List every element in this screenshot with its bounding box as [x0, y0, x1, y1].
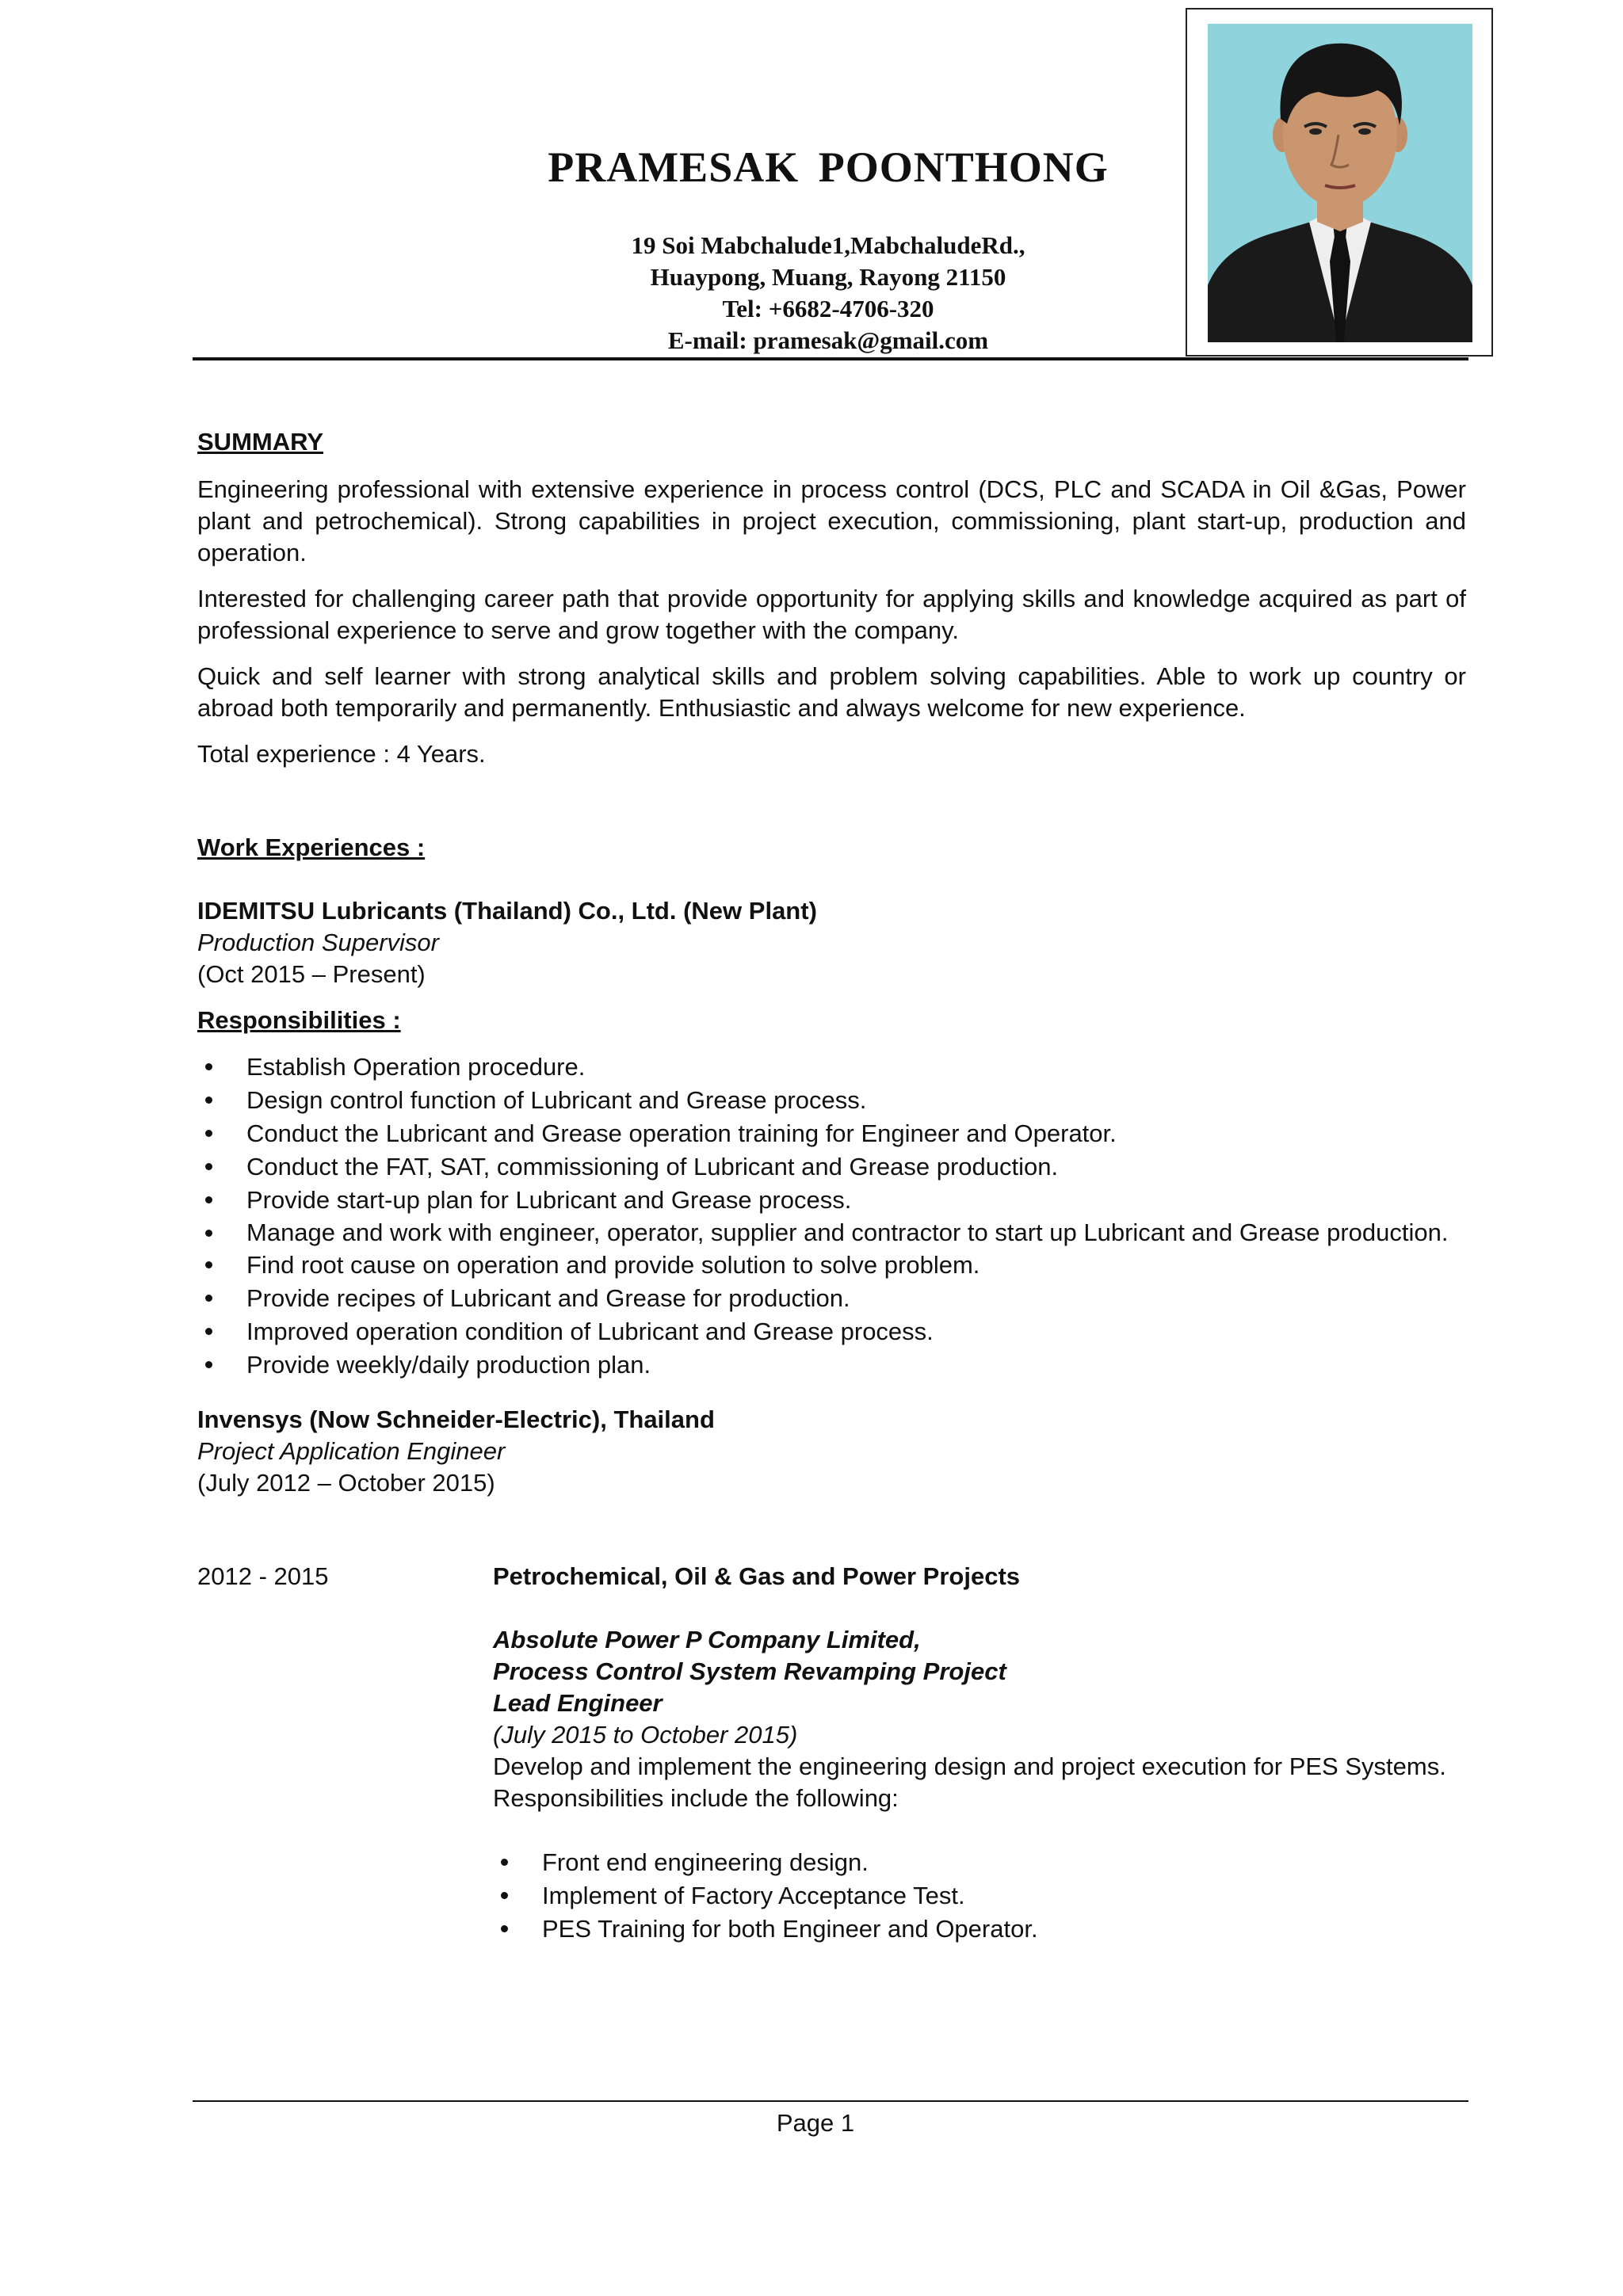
list-item: Implement of Factory Acceptance Test.	[493, 1879, 1466, 1913]
bullet-icon	[205, 1230, 212, 1237]
list-item: Provide start-up plan for Lubricant and Grease process.	[197, 1184, 1466, 1217]
project-details	[493, 1561, 1466, 1946]
summary-title: SUMMARY	[197, 428, 324, 456]
project-name: Process Control System Revamping Project	[493, 1657, 1006, 1685]
footer-divider	[193, 2100, 1468, 2102]
address-line-2: Huaypong, Muang, Rayong 21150	[650, 263, 1006, 291]
project-responsibilities-intro: Responsibilities include the following:	[493, 1784, 899, 1812]
project-years: 2012 - 2015	[197, 1562, 329, 1590]
list-item: Provide weekly/daily production plan.	[197, 1348, 1466, 1382]
total-experience: Total experience : 4 Years.	[197, 740, 486, 768]
list-item: Front end engineering design.	[493, 1846, 1466, 1879]
project-heading: Petrochemical, Oil & Gas and Power Projects	[493, 1562, 1021, 1590]
list-item: Improved operation condition of Lubricant and Grease process.	[197, 1315, 1466, 1348]
address-line-1: 19 Soi Mabchalude1,MabchaludeRd.,	[631, 231, 1025, 259]
telephone: Tel: +6682-4706-320	[722, 295, 934, 322]
project-period: (July 2015 to October 2015)	[493, 1721, 798, 1749]
list-item: Find root cause on operation and provide solution to solve problem.	[197, 1249, 1466, 1282]
list-item: Design control function of Lubricant and Grease process.	[197, 1084, 1466, 1117]
bullet-icon	[205, 1196, 212, 1203]
email: E-mail: pramesak@gmail.com	[667, 326, 989, 354]
work-experience-section	[197, 832, 1466, 1946]
responsibilities-list	[197, 1051, 1466, 1382]
candidate-name: PRAMESAK POONTHONG	[548, 143, 1109, 191]
job-role: Project Application Engineer	[197, 1437, 506, 1465]
bullet-icon	[205, 1361, 212, 1368]
bullet-icon	[205, 1097, 212, 1104]
work-experience-title: Work Experiences :	[197, 833, 426, 861]
page-number: Page 1	[776, 2109, 855, 2137]
list-item: Provide recipes of Lubricant and Grease for production.	[197, 1282, 1466, 1315]
summary-paragraph: Engineering professional with extensive experience in process control (DCS, PLC and SCADA in Oil &Gas, Power plant and petrochemical). Strong capabilities in project execution, commissioning, plant start-up, production and operation.	[197, 475, 1466, 566]
summary-paragraph: Interested for challenging career path that provide opportunity for applying skills and knowledge acquired as part of professional experience to serve and grow together with the company.	[197, 585, 1466, 644]
list-item: Manage and work with engineer, operator, supplier and contractor to start up Lubricant and Grease production.	[197, 1217, 1466, 1249]
job-role: Production Supervisor	[197, 929, 439, 956]
summary-paragraph: Quick and self learner with strong analytical skills and problem solving capabilities. Able to work up country or abroad both temporarily and permanently. Enthusiastic and always welcome for new experience.	[197, 662, 1466, 722]
list-item: PES Training for both Engineer and Operator.	[493, 1913, 1466, 1946]
responsibilities-title: Responsibilities :	[197, 1006, 401, 1034]
bullet-icon	[501, 1925, 508, 1932]
bullet-icon	[205, 1163, 212, 1170]
bullet-icon	[501, 1892, 508, 1899]
job-company: IDEMITSU Lubricants (Thailand) Co., Ltd. (New Plant)	[197, 897, 817, 925]
list-item: Conduct the Lubricant and Grease operation training for Engineer and Operator.	[197, 1117, 1466, 1150]
list-item: Establish Operation procedure.	[197, 1051, 1466, 1084]
bullet-icon	[205, 1130, 212, 1137]
photo-frame	[1186, 8, 1493, 357]
profile-photo	[1208, 24, 1472, 342]
project-responsibilities-list	[493, 1846, 1466, 1946]
list-item: Conduct the FAT, SAT, commissioning of Lubricant and Grease production.	[197, 1150, 1466, 1184]
project-client: Absolute Power P Company Limited,	[493, 1626, 921, 1653]
project-description: Develop and implement the engineering design and project execution for PES Systems.	[493, 1753, 1446, 1780]
project-block	[197, 1561, 1466, 1946]
bullet-icon	[205, 1261, 212, 1268]
summary-section	[197, 426, 1466, 770]
job-dates: (July 2012 – October 2015)	[197, 1469, 495, 1497]
bullet-icon	[205, 1063, 212, 1070]
header-divider	[193, 357, 1468, 360]
job-company: Invensys (Now Schneider-Electric), Thailand	[197, 1405, 715, 1433]
bullet-icon	[205, 1328, 212, 1335]
bullet-icon	[501, 1859, 508, 1866]
project-position: Lead Engineer	[493, 1689, 663, 1717]
resume-body	[197, 426, 1466, 1946]
job-dates: (Oct 2015 – Present)	[197, 960, 426, 988]
bullet-icon	[205, 1295, 212, 1302]
